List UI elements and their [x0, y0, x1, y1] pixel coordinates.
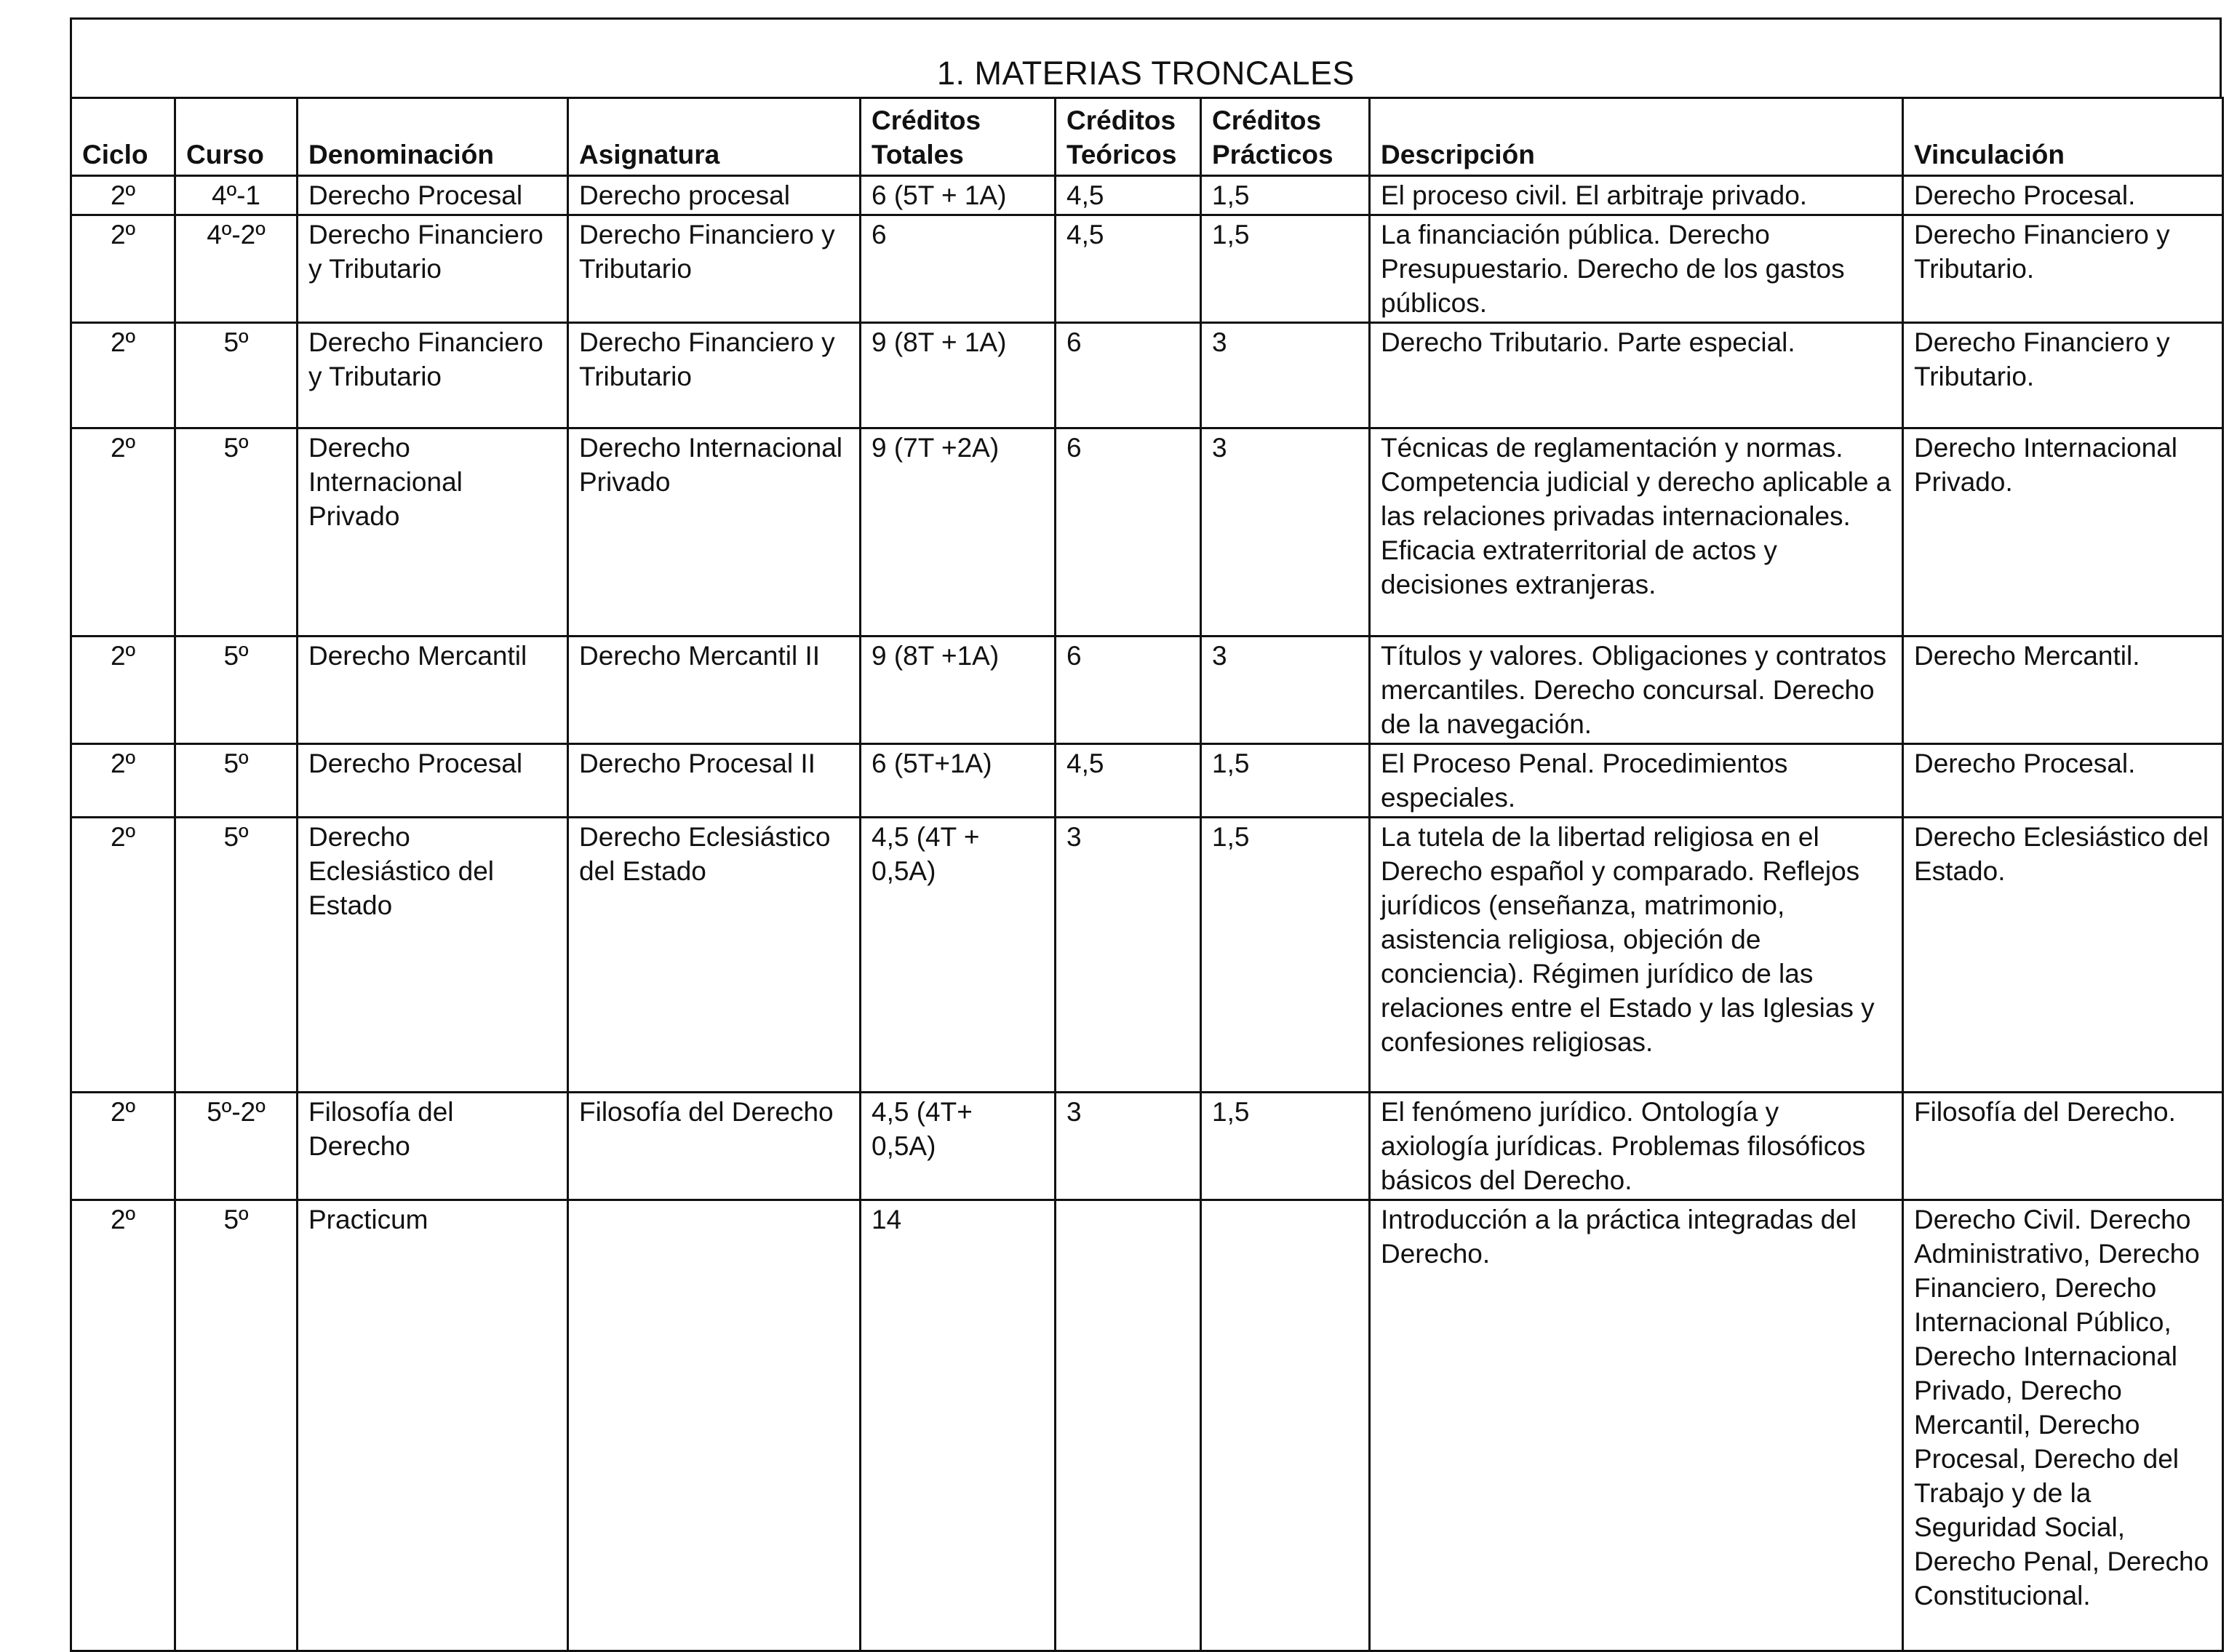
header-creditos-teoricos: Créditos Teóricos: [1056, 98, 1201, 176]
cell-curso: 5º: [175, 323, 298, 428]
cell-asignatura: Derecho Internacional Privado: [568, 428, 861, 637]
cell-creditos-totales: 6 (5T + 1A): [861, 176, 1056, 215]
cell-creditos-teoricos: 4,5: [1056, 744, 1201, 818]
cell-denominacion: Filosofía del Derecho: [298, 1093, 568, 1200]
cell-creditos-practicos: 1,5: [1201, 215, 1370, 323]
table-row: [71, 428, 2223, 637]
cell-ciclo: 2º: [71, 1200, 175, 1651]
cell-asignatura: Derecho Procesal II: [568, 744, 861, 818]
cell-creditos-totales: 9 (8T + 1A): [861, 323, 1056, 428]
cell-ciclo: 2º: [71, 818, 175, 1093]
cell-asignatura: Derecho Mercantil II: [568, 637, 861, 744]
cell-vinculacion: Derecho Procesal.: [1903, 176, 2223, 215]
cell-asignatura: [568, 1200, 861, 1651]
header-vinculacion: Vinculación: [1903, 98, 2223, 176]
header-creditos-practicos: Créditos Prácticos: [1201, 98, 1370, 176]
table-row: [71, 818, 2223, 1093]
cell-ciclo: 2º: [71, 428, 175, 637]
cell-denominacion: Derecho Financiero y Tributario: [298, 323, 568, 428]
cell-descripcion: El fenómeno jurídico. Ontología y axiología jurídicas. Problemas filosóficos básicos del Derecho.: [1370, 1093, 1903, 1200]
cell-ciclo: 2º: [71, 1093, 175, 1200]
cell-descripcion: El proceso civil. El arbitraje privado.: [1370, 176, 1903, 215]
cell-descripcion: Introducción a la práctica integradas del Derecho.: [1370, 1200, 1903, 1651]
cell-creditos-totales: 9 (8T +1A): [861, 637, 1056, 744]
cell-creditos-practicos: 1,5: [1201, 818, 1370, 1093]
table-row: [71, 1093, 2223, 1200]
cell-curso: 5º: [175, 428, 298, 637]
header-creditos-totales: Créditos Totales: [861, 98, 1056, 176]
cell-curso: 4º-1: [175, 176, 298, 215]
cell-vinculacion: Derecho Procesal.: [1903, 744, 2223, 818]
cell-curso: 5º: [175, 637, 298, 744]
cell-curso: 5º: [175, 1200, 298, 1651]
cell-creditos-practicos: 1,5: [1201, 1093, 1370, 1200]
cell-denominacion: Derecho Procesal: [298, 744, 568, 818]
cell-curso: 5º: [175, 818, 298, 1093]
cell-vinculacion: Filosofía del Derecho.: [1903, 1093, 2223, 1200]
cell-creditos-practicos: 1,5: [1201, 744, 1370, 818]
cell-creditos-practicos: 1,5: [1201, 176, 1370, 215]
cell-ciclo: 2º: [71, 637, 175, 744]
cell-ciclo: 2º: [71, 744, 175, 818]
cell-denominacion: Derecho Eclesiástico del Estado: [298, 818, 568, 1093]
cell-descripcion: Técnicas de reglamentación y normas. Competencia judicial y derecho aplicable a las relaciones privadas internacionales. Eficacia extraterritorial de actos y decisiones extranjeras.: [1370, 428, 1903, 637]
cell-descripcion: Derecho Tributario. Parte especial.: [1370, 323, 1903, 428]
cell-ciclo: 2º: [71, 215, 175, 323]
cell-creditos-teoricos: 3: [1056, 1093, 1201, 1200]
cell-denominacion: Derecho Procesal: [298, 176, 568, 215]
cell-asignatura: Derecho Financiero y Tributario: [568, 215, 861, 323]
cell-creditos-totales: 6 (5T+1A): [861, 744, 1056, 818]
cell-descripcion: El Proceso Penal. Procedimientos especiales.: [1370, 744, 1903, 818]
cell-asignatura: Derecho procesal: [568, 176, 861, 215]
cell-creditos-teoricos: 3: [1056, 818, 1201, 1093]
table-row: [71, 1200, 2223, 1651]
cell-vinculacion: Derecho Eclesiástico del Estado.: [1903, 818, 2223, 1093]
header-ciclo: Ciclo: [71, 98, 175, 176]
cell-ciclo: 2º: [71, 323, 175, 428]
cell-creditos-practicos: [1201, 1200, 1370, 1651]
cell-creditos-totales: 4,5 (4T+ 0,5A): [861, 1093, 1056, 1200]
cell-creditos-totales: 4,5 (4T + 0,5A): [861, 818, 1056, 1093]
cell-denominacion: Derecho Mercantil: [298, 637, 568, 744]
section-title: 1. MATERIAS TRONCALES: [937, 55, 1355, 92]
cell-asignatura: Derecho Financiero y Tributario: [568, 323, 861, 428]
cell-descripcion: La tutela de la libertad religiosa en el Derecho español y comparado. Reflejos jurídicos (enseñanza, matrimonio, asistencia religiosa, objeción de conciencia). Régimen jurídico de las relaciones entre el Estado y las Iglesias y confesiones religiosas.: [1370, 818, 1903, 1093]
cell-creditos-teoricos: [1056, 1200, 1201, 1651]
cell-vinculacion: Derecho Financiero y Tributario.: [1903, 215, 2223, 323]
cell-creditos-teoricos: 4,5: [1056, 176, 1201, 215]
cell-denominacion: Derecho Internacional Privado: [298, 428, 568, 637]
cell-creditos-teoricos: 4,5: [1056, 215, 1201, 323]
cell-denominacion: Practicum: [298, 1200, 568, 1651]
cell-ciclo: 2º: [71, 176, 175, 215]
cell-curso: 5º-2º: [175, 1093, 298, 1200]
cell-curso: 5º: [175, 744, 298, 818]
materias-troncales-sheet: [70, 17, 2222, 1652]
cell-creditos-practicos: 3: [1201, 428, 1370, 637]
cell-creditos-practicos: 3: [1201, 637, 1370, 744]
cell-descripcion: Títulos y valores. Obligaciones y contratos mercantiles. Derecho concursal. Derecho de la navegación.: [1370, 637, 1903, 744]
cell-asignatura: Filosofía del Derecho: [568, 1093, 861, 1200]
cell-curso: 4º-2º: [175, 215, 298, 323]
header-row: [71, 98, 2223, 176]
cell-creditos-totales: 6: [861, 215, 1056, 323]
header-descripcion: Descripción: [1370, 98, 1903, 176]
cell-creditos-totales: 9 (7T +2A): [861, 428, 1056, 637]
cell-vinculacion: Derecho Financiero y Tributario.: [1903, 323, 2223, 428]
cell-creditos-teoricos: 6: [1056, 637, 1201, 744]
cell-vinculacion: Derecho Civil. Derecho Administrativo, Derecho Financiero, Derecho Internacional Público, Derecho Internacional Privado, Derecho Mercantil, Derecho Procesal, Derecho del Trabajo y de la Seguridad Social, Derecho Penal, Derecho Constitucional.: [1903, 1200, 2223, 1651]
cell-descripcion: La financiación pública. Derecho Presupuestario. Derecho de los gastos públicos.: [1370, 215, 1903, 323]
cell-creditos-teoricos: 6: [1056, 428, 1201, 637]
table-row: [71, 744, 2223, 818]
cell-creditos-teoricos: 6: [1056, 323, 1201, 428]
cell-asignatura: Derecho Eclesiástico del Estado: [568, 818, 861, 1093]
header-asignatura: Asignatura: [568, 98, 861, 176]
cell-creditos-totales: 14: [861, 1200, 1056, 1651]
title-box: [70, 17, 2222, 97]
materias-table: [70, 97, 2224, 1652]
cell-denominacion: Derecho Financiero y Tributario: [298, 215, 568, 323]
table-row: [71, 176, 2223, 215]
table-row: [71, 215, 2223, 323]
table-row: [71, 637, 2223, 744]
cell-vinculacion: Derecho Internacional Privado.: [1903, 428, 2223, 637]
cell-vinculacion: Derecho Mercantil.: [1903, 637, 2223, 744]
cell-creditos-practicos: 3: [1201, 323, 1370, 428]
header-curso: Curso: [175, 98, 298, 176]
header-denominacion: Denominación: [298, 98, 568, 176]
table-row: [71, 323, 2223, 428]
